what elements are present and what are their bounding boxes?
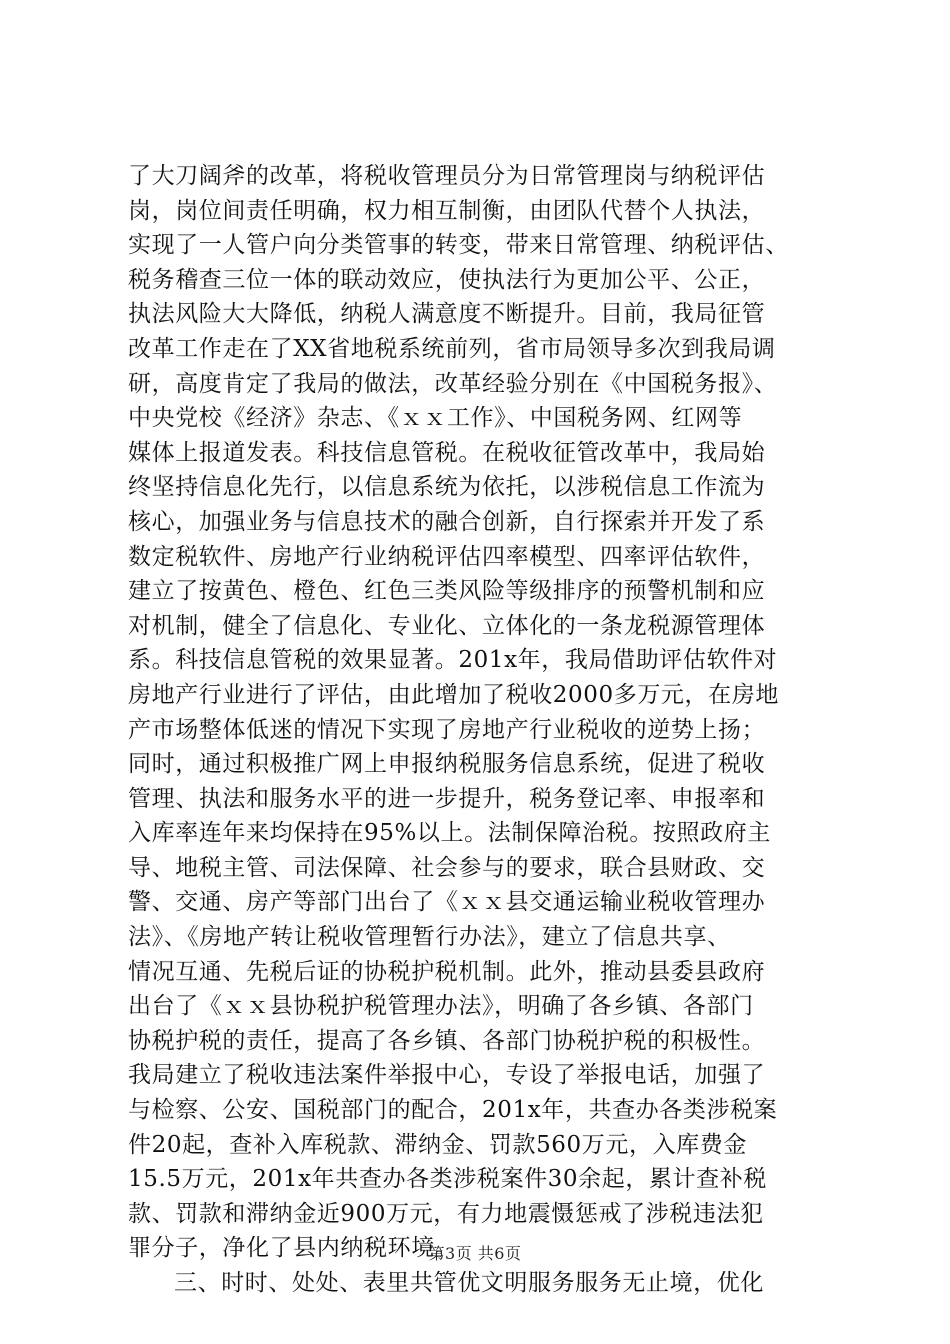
text-line: 同时，通过积极推广网上申报纳税服务信息系统，促进了税收 xyxy=(128,751,766,778)
text-line: 管理、执法和服务水平的进一步提升，税务登记率、申报率和 xyxy=(128,785,766,812)
text-line: 罪分子，净化了县内纳税环境。 xyxy=(128,1235,459,1262)
text-line: 情况互通、先税后证的协税护税机制。此外，推动县委县政府 xyxy=(128,958,766,985)
text-line: 协税护税的责任，提高了各乡镇、各部门协税护税的积极性。 xyxy=(128,1027,766,1054)
text-line: 房地产行业进行了评估，由此增加了税收2000多万元，在房地 xyxy=(128,681,779,708)
text-line: 对机制，健全了信息化、专业化、立体化的一条龙税源管理体 xyxy=(128,612,766,639)
text-line: 了大刀阔斧的改革，将税收管理员分为日常管理岗与纳税评估 xyxy=(128,163,766,189)
text-line: 警、交通、房产等部门出台了《ｘｘ县交通运输业税收管理办 xyxy=(128,889,766,916)
text-line: 中央党校《经济》杂志、《ｘｘ工作》、中国税务网、红网等 xyxy=(128,405,743,432)
page-footer: 第3页 共6页 xyxy=(428,1244,522,1263)
text-line: 导、地税主管、司法保障、社会参与的要求，联合县财政、交 xyxy=(128,854,766,881)
text-line: 与检察、公安、国税部门的配合，201x年，共查办各类涉税案 xyxy=(128,1097,778,1124)
text-line: 款、罚款和滞纳金近900万元，有力地震慑惩戒了涉税违法犯 xyxy=(128,1200,764,1227)
text-line: 法》、《房地产转让税收管理暂行办法》，建立了信息共享、 xyxy=(128,924,731,951)
body-text xyxy=(128,159,848,1301)
text-line: 件20起，查补入库税款、滞纳金、罚款560万元，入库费金 xyxy=(128,1131,747,1158)
text-line: 数定税软件、房地产行业纳税评估四率模型、四率评估软件， xyxy=(128,543,766,570)
text-line: 税务稽查三位一体的联动效应，使执法行为更加公平、公正， xyxy=(128,266,766,293)
text-line: 岗，岗位间责任明确，权力相互制衡，由团队代替个人执法， xyxy=(128,197,766,224)
text-line: 实现了一人管户向分类管事的转变，带来日常管理、纳税评估、 xyxy=(128,232,789,259)
text-line: 研，高度肯定了我局的做法，改革经验分别在《中国税务报》、 xyxy=(128,370,778,397)
text-line: 入库率连年来均保持在95%以上。法制保障治税。按照政府主 xyxy=(128,820,771,847)
text-line: 建立了按黄色、橙色、红色三类风险等级排序的预警机制和应 xyxy=(128,578,766,605)
text-line: 执法风险大大降低，纳税人满意度不断提升。目前，我局征管 xyxy=(128,301,766,328)
text-line: 媒体上报道发表。科技信息管税。在税收征管改革中，我局始 xyxy=(128,439,766,466)
text-line: 终坚持信息化先行，以信息系统为依托，以涉税信息工作流为 xyxy=(128,474,766,501)
text-line: 核心，加强业务与信息技术的融合创新，自行探索并开发了系 xyxy=(128,508,766,535)
text-line: 我局建立了税收违法案件举报中心，专设了举报电话，加强了 xyxy=(128,1062,766,1089)
text-line: 出台了《ｘｘ县协税护税管理办法》，明确了各乡镇、各部门 xyxy=(128,993,754,1020)
text-line: 产市场整体低迷的情况下实现了房地产行业税收的逆势上扬； xyxy=(128,716,766,743)
text-line: 系。科技信息管税的效果显著。201x年，我局借助评估软件对 xyxy=(128,647,778,674)
section-heading-line: 三、时时、处处、表里共管优文明服务服务无止境，优化 xyxy=(174,1270,764,1296)
text-line: 15.5万元，201x年共查办各类涉税案件30余起，累计查补税 xyxy=(128,1166,767,1193)
text-line: 改革工作走在了XX省地税系统前列，省市局领导多次到我局调 xyxy=(128,335,776,362)
